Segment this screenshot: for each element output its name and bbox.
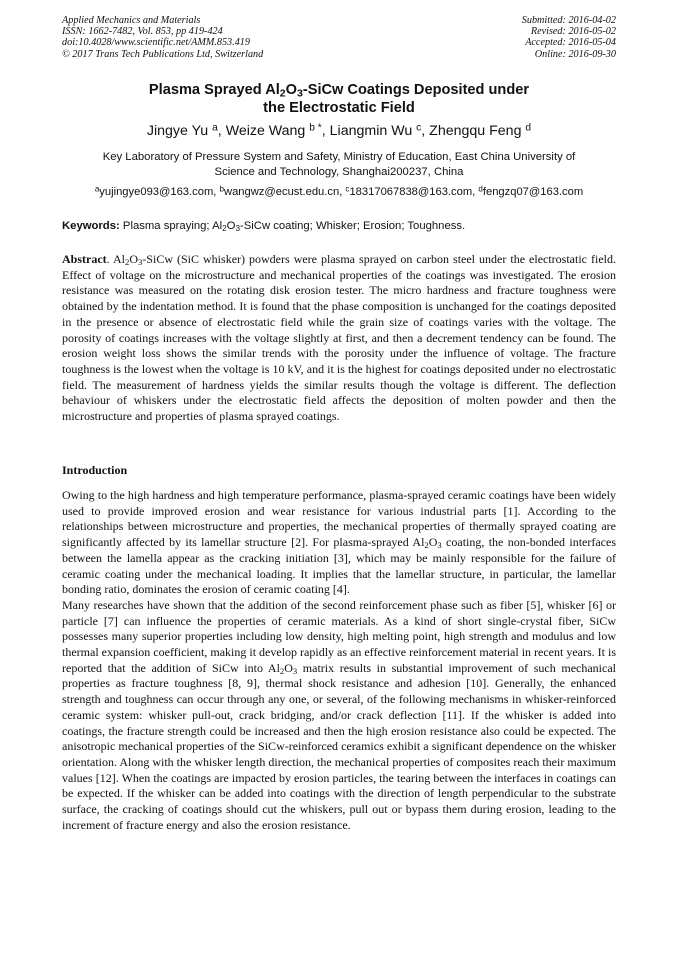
author: [330, 123, 430, 139]
email-mark: c: [345, 184, 350, 194]
author: [429, 123, 531, 139]
author-mark: b *: [309, 122, 322, 134]
paragraph-subscript: 3: [437, 540, 442, 551]
title-subscript: 3: [297, 87, 303, 100]
keywords-text: Plasma spraying; Al: [119, 220, 223, 232]
email-link[interactable]: yujingye093@163.com: [99, 186, 214, 198]
author: [226, 123, 330, 139]
author-list: [62, 122, 616, 140]
title-text: O: [285, 82, 297, 98]
title-line-1: [62, 81, 616, 99]
email-list: [62, 185, 616, 199]
paragraph-text: O: [428, 535, 438, 550]
author-name: Liangmin Wu: [329, 123, 413, 139]
separator: ,: [321, 123, 330, 139]
separator: ,: [339, 186, 346, 198]
title-text: Plasma Sprayed Al: [148, 82, 280, 98]
abstract-text: . Al: [106, 252, 126, 266]
email-mark: b: [219, 184, 224, 194]
abstract-subscript: 3: [138, 257, 143, 268]
author-name: Weize Wang: [225, 123, 306, 139]
keywords: [62, 219, 616, 233]
abstract-label: Abstract: [62, 252, 107, 266]
keywords-subscript: 3: [235, 224, 240, 234]
separator: ,: [421, 123, 430, 139]
email-link[interactable]: wangwz@ecust.edu.cn: [223, 186, 340, 198]
title-line-2: the Electrostatic Field: [263, 100, 415, 116]
email-link[interactable]: 18317067838@163.com: [349, 186, 473, 198]
title-text: -SiCw Coatings Deposited under: [302, 82, 530, 98]
paper-title: [62, 81, 616, 117]
paragraph-text: matrix results in substantial improvement of such mechanical properties as fracture toughness [8, 9], thermal shock resistance and adhesion [10]. Generally, the enhanced strength and toughness can occur through any one, or several, of the following mechanisms in whisker-reinforced ceramic system: whisker pull-out, crack bridging, and/or crack deflection [11]. If the whisker is added into coatings, the fracture strength could be increased and then the high erosion resistance also could be expected. The anisotropic mechanical properties of the SiCw-reinforced ceramics exhibit a significant dependence on the whisker orientation. Along with the whisker length direction, the mechanical properties of composites reach their maximum values [12]. When the coatings are impacted by erosion particles, the tearing between the interfaces in coatings can be expected. If the whisker can be added into coatings with the direction of length perpendicular to the substrate surface, the cracking of coatings should cut the whiskers, pull out or bypass them during erosion, leading to the increment of fracture energy and also the erosion resistance.: [62, 660, 616, 832]
paragraph-text: O: [284, 660, 293, 675]
copyright: © 2017 Trans Tech Publications Ltd, Switzerland: [62, 48, 264, 60]
revised-date: Revised: 2016-05-02: [530, 26, 616, 38]
paragraph: [62, 598, 616, 834]
abstract-text: -SiCw (SiC whisker) powders were plasma sprayed on carbon steel under the electrostatic field. Effect of voltage on the microstructure and mechanical properties of the coatings was investigated. The erosion resistance was measured on the rotating disk erosion tester. The micro hardness and fracture toughness were obtained by the indentation method. It is found that the phase composition is unchanged for the coatings deposited in the presence or absence of electrostatic field while the grain size of coatings varies with the voltage. The porosity of coatings increases with the voltage slightly at first, and then a decrement tendency can be found. The erosion weight loss shows the similar trends with the porosity under the influence of voltage. The fracture toughness is the lowest when the voltage is 10 kV, and it is the highest for coatings deposited under no electrostatic field. The measurement of hardness yields the similar results though the voltage is different. The deflection behaviour of whiskers under the electrostatic field affects the deposition of molten powder and then the microstructure and properties of plasma sprayed coatings.: [62, 252, 617, 424]
separator: ,: [217, 123, 226, 139]
affiliation-line: Science and Technology, Shanghai200237, China: [214, 165, 464, 178]
submitted-date: Submitted: 2016-04-02: [521, 15, 616, 26]
keywords-subscript: 2: [222, 224, 227, 234]
online-date: Online: 2016-09-30: [534, 48, 616, 60]
author-name: Jingye Yu: [146, 123, 209, 139]
author-mark: c: [416, 122, 422, 134]
journal-name: Applied Mechanics and Materials: [62, 15, 201, 26]
keywords-text: -SiCw coating; Whisker; Erosion; Toughness.: [239, 220, 466, 232]
email-mark: d: [478, 184, 483, 194]
email-link[interactable]: fengzq07@163.com: [482, 186, 584, 198]
keywords-text: O: [226, 220, 236, 232]
publication-dates: [522, 15, 616, 60]
paragraph-subscript: 2: [424, 540, 429, 551]
paragraph-text: Many researches have shown that the addition of the second reinforcement phase such as fiber [5], whisker [6] or particle [7] can influence the properties of ceramic materials. As a kind of short single-crystal fiber, SiCw possesses many superior properties including low density, high melting point, high strength and modulus and low thermal expansion coefficient, making it develop rapidly as an effective reinforcement material in recent years. It is reported that the addition of SiCw into Al: [62, 597, 616, 675]
author-name: Zhengqu Feng: [429, 123, 522, 139]
keywords-label: Keywords:: [62, 220, 120, 232]
paragraph-subscript: 2: [279, 665, 285, 676]
introduction-body: [62, 488, 616, 833]
issn: ISSN: 1662-7482, Vol. 853, pp 419-424: [62, 26, 223, 38]
abstract: [62, 252, 616, 425]
separator: ,: [472, 186, 479, 198]
email-mark: a: [94, 184, 100, 194]
paragraph: [62, 488, 616, 598]
journal-info: [62, 15, 263, 60]
author-mark: d: [525, 122, 532, 134]
abstract-subscript: 2: [125, 257, 130, 268]
paragraph-text: coating, the non-bonded interfaces between the lamella appear as the cracking initiation [3], which may be mainly responsible for the failure of ceramic coating under the mechanical loading. It implies that the lamellar structure, in particular, the lamellar bonding ratio, dominates the erosion of ceramic coating [4].: [62, 535, 617, 597]
introduction-heading: Introduction: [62, 463, 128, 477]
author: [147, 123, 226, 139]
separator: ,: [213, 186, 220, 198]
affiliation-line: Key Laboratory of Pressure System and Safety, Ministry of Education, East China University of: [102, 151, 576, 163]
abstract-text: O: [129, 252, 138, 266]
doi: doi:10.4028/www.scientific.net/AMM.853.419: [62, 37, 250, 49]
author-mark: a: [212, 122, 218, 134]
paragraph-text: Owing to the high hardness and high temperature performance, plasma-sprayed ceramic coatings have been widely used to provide improved erosion and wear resistance for various industrial parts [1]. According to the relationships between microstructure and properties, the mechanical properties of thermally sprayed coating are significantly affected by its lamellar structure [2]. For plasma-sprayed Al: [62, 488, 616, 550]
affiliation: [62, 150, 616, 179]
accepted-date: Accepted: 2016-05-04: [525, 37, 616, 49]
paragraph-subscript: 3: [292, 665, 298, 676]
title-subscript: 2: [279, 87, 286, 100]
